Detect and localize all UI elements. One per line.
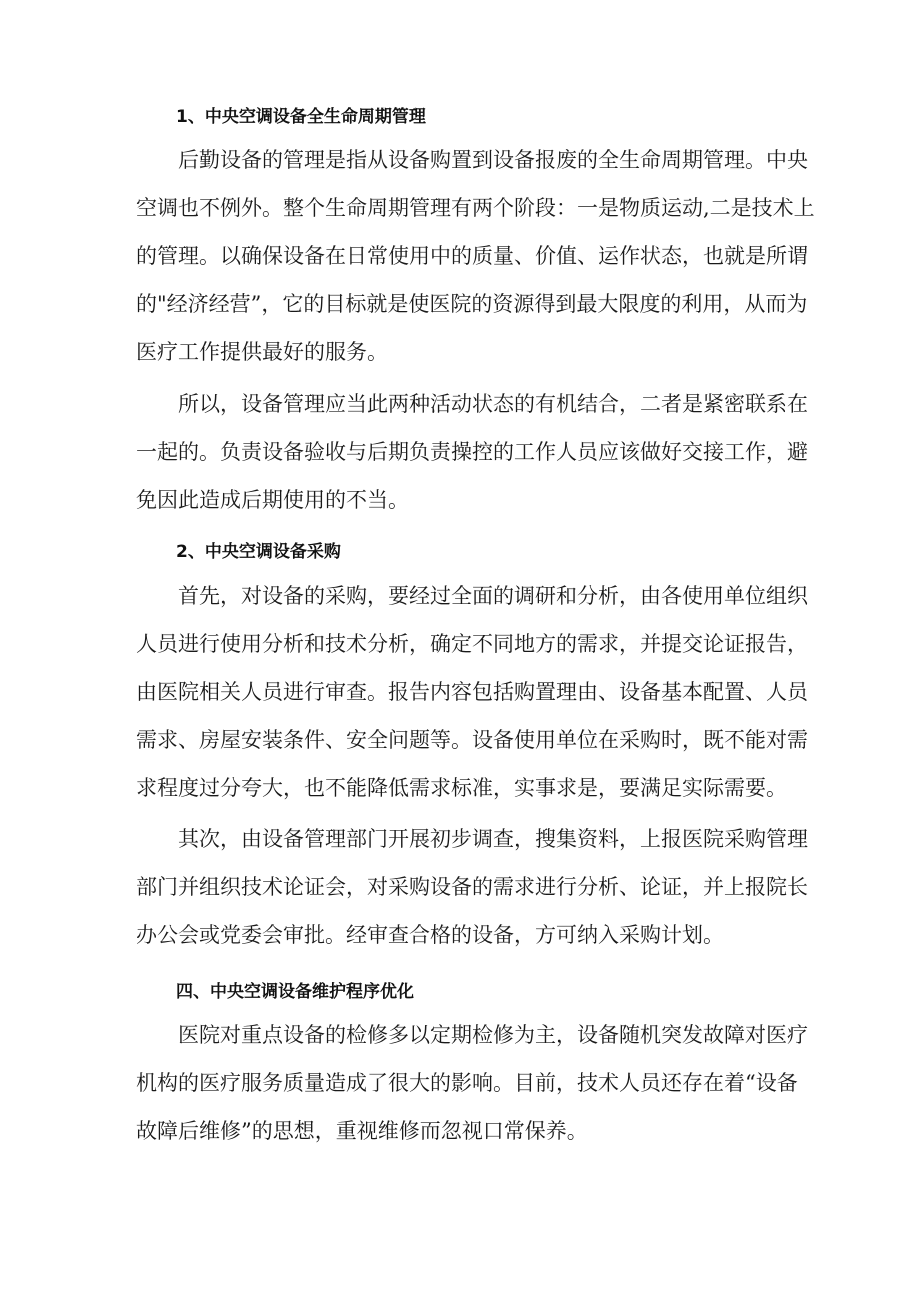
text-line: 后勤设备的管理是指从设备购置到设备报废的全生命周期管理。中央 xyxy=(178,148,808,172)
text-line: 需求、房屋安装条件、安全问题等。设备使用单位在采购时，既不能对需 xyxy=(136,728,808,752)
paragraph-1-1 xyxy=(136,136,815,376)
paragraph-1-2 xyxy=(136,380,808,524)
text-line: 机构的医疗服务质量造成了很大的影响。目前，技术人员还存在着“设备 xyxy=(136,1071,798,1095)
text-line: 的管理。以确保设备在日常使用中的质量、价值、运作状态，也就是所谓 xyxy=(136,244,808,268)
text-line: 其次，由设备管理部门开展初步调查，搜集资料，上报医院采购管理 xyxy=(178,827,808,851)
text-line: 医院对重点设备的检修多以定期检修为主，设备随机突发故障对医疗 xyxy=(178,1023,808,1047)
text-line: 一起的。负责设备验收与后期负责操控的工作人员应该做好交接工作，避 xyxy=(136,440,808,464)
text-line: 免因此造成后期使用的不当。 xyxy=(136,488,409,512)
text-line: 的"经济经营”，它的目标就是使医院的资源得到最大限度的利用，从而为 xyxy=(136,292,808,316)
section-heading-1: 1、中央空调设备全生命周期管理 xyxy=(176,107,426,127)
text-line: 空调也不例外。整个生命周期管理有两个阶段：一是物质运动,二是技术上 xyxy=(136,196,815,220)
text-line: 办公会或党委会审批。经审查合格的设备，方可纳入采购计划。 xyxy=(136,923,724,947)
text-line: 医疗工作提供最好的服务。 xyxy=(136,340,388,364)
paragraph-2-1 xyxy=(136,572,808,812)
text-line: 所以，设备管理应当此两种活动状态的有机结合，二者是紧密联系在 xyxy=(178,392,808,416)
section-heading-2: 2、中央空调设备采购 xyxy=(176,542,341,562)
text-line: 部门并组织技术论证会，对采购设备的需求进行分析、论证，并上报院长 xyxy=(136,875,808,899)
text-line: 由医院相关人员进行审查。报告内容包括购置理由、设备基本配置、人员 xyxy=(136,680,808,704)
text-line: 求程度过分夸大，也不能降低需求标准，实事求是，要满足实际需要。 xyxy=(136,776,787,800)
text-line: 首先，对设备的采购，要经过全面的调研和分析，由各使用单位组织 xyxy=(178,584,808,608)
paragraph-4-1 xyxy=(136,1011,808,1155)
text-line: 故障后维修”的思想，重视维修而忽视口常保养。 xyxy=(136,1119,588,1143)
text-line: 人员进行使用分析和技术分析，确定不同地方的需求，并提交论证报告， xyxy=(136,632,808,656)
section-heading-4: 四、中央空调设备维护程序优化 xyxy=(176,982,414,1002)
paragraph-2-2 xyxy=(136,815,808,959)
